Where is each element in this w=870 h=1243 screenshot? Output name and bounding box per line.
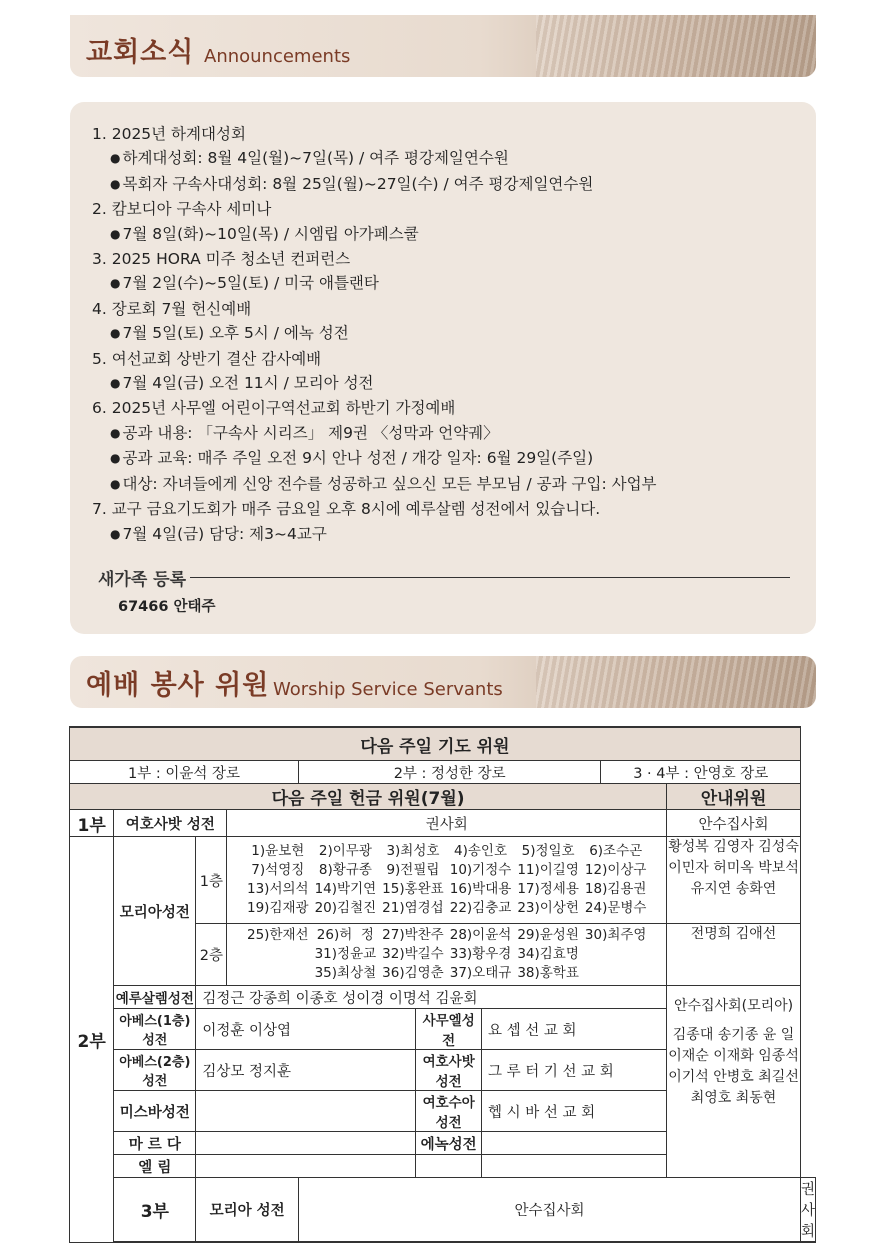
member-name: 14)박기연: [314, 881, 377, 897]
row-names: 김상모 정지훈: [196, 1050, 416, 1091]
announcement-item: 6. 2025년 사무엘 어린이구역선교회 하반기 가정예배: [92, 399, 456, 418]
service-3-label: 3부: [114, 1178, 196, 1243]
member-name: [247, 946, 309, 963]
row-names-2: 헵 시 바 선 교 회: [482, 1091, 667, 1132]
row-names-2: 그 루 터 기 선 교 회: [482, 1050, 667, 1091]
announcements-title-ko: 교회소식: [86, 37, 195, 68]
announcement-subitem: ● 7월 8일(화)~10일(목) / 시엠립 아가페스쿨: [92, 222, 796, 247]
moriah-label: 모리아성전: [114, 837, 196, 986]
prayer-title: 다음 주일 기도 위원: [70, 727, 801, 761]
announcement-subitem: ● 공과 교육: 매주 주일 오전 9시 안나 성전 / 개강 일자: 6월 29일(주일): [92, 446, 796, 471]
announcements-box: [70, 102, 816, 634]
row-names-2: [482, 1132, 667, 1155]
announcement-item: 1. 2025년 하계대성회: [92, 125, 246, 143]
service-table: [69, 726, 816, 1243]
floor-2-usher: 전명희 김애선: [667, 924, 801, 986]
announcement-item: 4. 장로회 7월 헌신예배: [92, 299, 252, 318]
service-1-usher: 안수집사회: [667, 810, 801, 837]
announcement-subitem: ● 7월 5일(토) 오후 5시 / 에녹 성전: [92, 321, 796, 346]
announcement-subitem: ● 공과 내용: 「구속사 시리즈」 제9권 〈성막과 언약궤〉: [92, 421, 796, 446]
prayer-service-2: 2부 : 정성한 장로: [298, 761, 600, 784]
row-place: 아베스(2층)성전: [114, 1050, 196, 1091]
member-name: 24)문병수: [584, 900, 647, 916]
row-names: [196, 1132, 416, 1155]
member-name: 8)황규종: [318, 862, 372, 878]
member-name: 6)조수곤: [589, 843, 643, 859]
member-name: 30)최주영: [584, 927, 647, 943]
row-place-2: [416, 1155, 482, 1178]
announcement-subitem: ● 7월 4일(금) 담당: 제3~4교구: [92, 522, 796, 547]
announcement-subitem: ● 하계대성회: 8월 4일(월)~7일(목) / 여주 평강제일연수원: [92, 146, 796, 171]
row-names-2: 요 셉 선 교 회: [482, 1009, 667, 1050]
service-1-label: 1부: [70, 810, 114, 837]
announcements-header: [70, 15, 816, 77]
service-1-offering: 권사회: [227, 810, 667, 837]
usher-title: 안내위원: [667, 784, 801, 810]
row-names: 이정훈 이상엽: [196, 1009, 416, 1050]
member-name: 35)최상철: [314, 965, 377, 981]
member-name: 15)홍완표: [382, 881, 444, 897]
row-place-2: 여호사밧성전: [416, 1050, 482, 1091]
announcement-subitem: ● 7월 4일(금) 오전 11시 / 모리아 성전: [92, 371, 796, 396]
service-2-label: 2부: [70, 837, 114, 1243]
row-place-2: 에녹성전: [416, 1132, 482, 1155]
prayer-service-1: 1부 : 이윤석 장로: [70, 761, 299, 784]
member-name: 31)정윤교: [314, 946, 377, 962]
row-place-2: 사무엘성전: [416, 1009, 482, 1050]
service-3-offering: 안수집사회: [298, 1178, 800, 1243]
new-family-title: 새가족 등록: [98, 570, 190, 590]
member-name: 13)서의석: [247, 881, 309, 897]
floor-2-names: [227, 924, 667, 986]
member-name: 17)정세용: [517, 881, 579, 897]
member-name: 27)박찬주: [382, 927, 444, 943]
row-place: 엘 림: [114, 1155, 196, 1178]
announcement-item: 5. 여선교회 상반기 결산 감사예배: [92, 349, 322, 368]
member-name: 32)박길수: [382, 946, 444, 962]
member-name: 38)홍학표: [517, 965, 579, 981]
member-name: 33)황우경: [449, 946, 512, 962]
header-background-image: [536, 15, 816, 77]
new-family-entry: 67466 안태주: [118, 599, 216, 615]
member-name: 36)김영춘: [382, 965, 444, 981]
member-name: 7)석영징: [251, 862, 305, 878]
announcements-title-en: Announcements: [204, 46, 351, 67]
jerusalem-names: 김정근 강종희 이종호 성이경 이명석 김윤회: [196, 986, 667, 1009]
row-names: [196, 1091, 416, 1132]
header-background-image: [536, 656, 816, 708]
floor-1-names: [227, 837, 667, 924]
servants-title-en: Worship Service Servants: [273, 679, 503, 700]
member-name: 21)염경섭: [382, 900, 444, 916]
announcement-item: 7. 교구 금요기도회가 매주 금요일 오후 8시에 예루살렘 성전에서 있습니다.: [92, 500, 601, 519]
jerusalem-label: 예루살렘성전: [114, 986, 196, 1009]
announcement-subitem: ● 대상: 자녀들에게 신앙 전수를 성공하고 싶으신 모든 부모님 / 공과 구입: 사업부: [92, 472, 796, 497]
offering-title: 다음 주일 헌금 위원(7월): [70, 784, 667, 810]
member-name: 12)이상구: [584, 862, 647, 878]
announcements-list: [92, 122, 796, 547]
member-name: 11)이길영: [517, 862, 579, 878]
member-name: 20)김철진: [314, 900, 377, 916]
announcement-item: 2. 캄보디아 구속사 세미나: [92, 200, 272, 219]
member-name: [585, 965, 647, 982]
row-place-2: 여호수아성전: [416, 1091, 482, 1132]
member-name: 22)김충교: [449, 900, 512, 916]
moriah-usher-title: 안수집사회(모리아): [673, 998, 794, 1014]
divider: [98, 577, 790, 578]
announcement-subitem: ● 7월 2일(수)~5일(토) / 미국 애틀랜타: [92, 271, 796, 296]
announcement-item: 3. 2025 HORA 미주 청소년 컨퍼런스: [92, 250, 351, 269]
member-name: 37)오태규: [449, 965, 512, 981]
member-name: 28)이윤석: [449, 927, 512, 943]
member-name: 19)김재광: [247, 900, 309, 916]
member-name: 10)기정수: [449, 862, 512, 878]
row-place: 마 르 다: [114, 1132, 196, 1155]
member-name: 18)김용권: [584, 881, 647, 897]
member-name: 9)전필립: [386, 862, 440, 878]
servants-title-ko: 예배 봉사 위원: [86, 670, 270, 701]
member-name: 23)이상헌: [517, 900, 579, 916]
member-name: 26)허 정: [316, 927, 374, 943]
member-name: [247, 965, 309, 982]
member-name: 29)윤성원: [517, 927, 579, 943]
service-3-place: 모리아 성전: [196, 1178, 299, 1243]
member-name: 34)김효명: [517, 946, 579, 962]
floor-2-label: 2층: [196, 924, 227, 986]
row-place: 아베스(1층)성전: [114, 1009, 196, 1050]
moriah-usher-names: 김종대 송기종 윤 일 이재순 이재화 임종석 이기석 안병호 최길선 최영호 최동현: [668, 1027, 799, 1106]
member-name: 3)최성호: [386, 843, 440, 859]
member-name: 2)이무광: [318, 843, 372, 859]
member-name: 4)송인호: [454, 843, 508, 859]
member-name: [585, 946, 647, 963]
row-names-2: [482, 1155, 667, 1178]
servants-header: [70, 656, 816, 708]
row-place: 미스바성전: [114, 1091, 196, 1132]
service-1-place: 여호사밧 성전: [114, 810, 227, 837]
floor-1-label: 1층: [196, 837, 227, 924]
floor-1-usher: 황성복 김영자 김성숙 이민자 허미옥 박보석 유지연 송화연: [667, 837, 801, 924]
service-3-usher: 권사회: [800, 1178, 815, 1243]
announcement-subitem: ● 목회자 구속사대성회: 8월 25일(월)~27일(수) / 여주 평강제일연수원: [92, 172, 796, 197]
member-name: 16)박대용: [449, 881, 512, 897]
member-name: 25)한재선: [247, 927, 309, 943]
prayer-service-34: 3 · 4부 : 안영호 장로: [601, 761, 801, 784]
moriah-usher-cell: [667, 986, 801, 1178]
new-family-section: [98, 565, 790, 615]
member-name: 1)윤보현: [251, 843, 305, 859]
row-names: [196, 1155, 416, 1178]
member-name: 5)정일호: [521, 843, 575, 859]
